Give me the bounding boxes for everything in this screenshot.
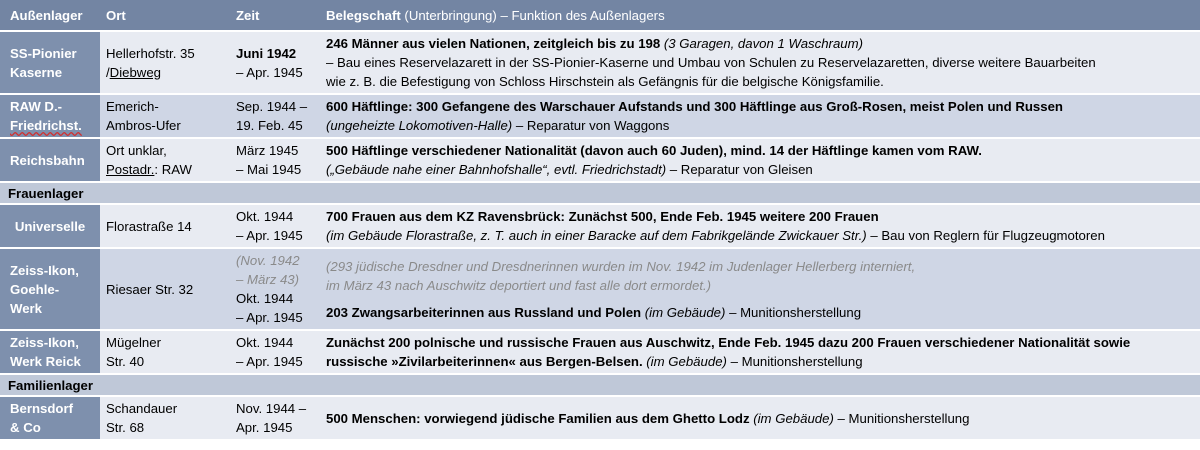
description-bold: 700 Frauen aus dem KZ Ravensbrück: Zunächst 500, Ende Feb. 1945 weitere 200 Frauen xyxy=(326,209,879,224)
description-cell xyxy=(320,31,1200,94)
table-row-goehle-werk xyxy=(0,248,1200,330)
description-italic: (ungeheizte Lokomotiven-Halle) xyxy=(326,118,513,133)
time-cell xyxy=(230,396,320,440)
location-cell xyxy=(100,138,230,182)
description-bold: russische »Zivilarbeiterinnen« aus Bergen-Belsen. xyxy=(326,354,643,369)
section-title: Frauenlager xyxy=(0,182,1200,204)
camp-name xyxy=(0,330,100,374)
description-rest: – Bau von Reglern für Flugzeugmotoren xyxy=(866,228,1105,243)
location-prefix: / xyxy=(106,64,110,80)
location-cell xyxy=(100,330,230,374)
time-end: Apr. 1945 xyxy=(236,420,293,435)
description-cell xyxy=(320,204,1200,248)
description-bold: 203 Zwangsarbeiterinnen aus Russland und Polen xyxy=(326,304,642,320)
time-start: Okt. 1944 xyxy=(236,209,294,224)
camp-name-line: Friedrichst. xyxy=(10,118,82,133)
location-cell: Riesaer Str. 32 xyxy=(100,248,230,330)
time-start: März 1945 xyxy=(236,143,299,158)
description-cell xyxy=(320,248,1200,330)
description-line: wie z. B. die Befestigung von Schloss Hirschstein als Gefängnis für die belgische Königsfamilie. xyxy=(326,74,884,89)
description-rest: – Munitionsherstellung xyxy=(725,304,862,320)
camp-name-line: Goehle- xyxy=(10,281,60,297)
header-belegschaft-rest: (Unterbringung) – Funktion des Außenlagers xyxy=(400,7,665,23)
time-start: Nov. 1944 – xyxy=(236,401,307,416)
description-bold: 500 Menschen: vorwiegend jüdische Familien aus dem Ghetto Lodz xyxy=(326,410,750,426)
description-earlier: im März 43 nach Auschwitz deportiert und fast alle dort ermordet.) xyxy=(326,277,712,293)
table-row-reichsbahn xyxy=(0,138,1200,182)
location-cell xyxy=(100,94,230,138)
camp-name-line: Zeiss-Ikon, xyxy=(10,262,79,278)
location-line: Str. 68 xyxy=(106,420,145,435)
time-earlier-end: – März 43) xyxy=(236,272,300,287)
table-row-werk-reick xyxy=(0,330,1200,374)
description-bold: 600 Häftlinge: 300 Gefangene des Warschauer Aufstands und 300 Häftlinge aus Groß-Rosen, meist Polen und Russen xyxy=(326,99,1063,114)
location-line-rest: : RAW xyxy=(154,162,192,177)
time-end: – Apr. 1945 xyxy=(236,354,303,369)
header-belegschaft xyxy=(320,0,1200,31)
location-line-underlined: Postadr. xyxy=(106,162,155,177)
time-cell xyxy=(230,31,320,94)
description-rest: – Munitionsherstellung xyxy=(726,354,863,369)
description-italic: (im Gebäude) xyxy=(749,410,834,426)
description-cell xyxy=(320,94,1200,138)
description-italic: (im Gebäude) xyxy=(642,354,727,369)
description-bold: 500 Häftlinge verschiedener Nationalität (davon auch 60 Juden), mind. 14 der Häftlinge kamen vom RAW. xyxy=(326,143,982,158)
header-belegschaft-bold: Belegschaft xyxy=(326,7,401,23)
time-end: – Mai 1945 xyxy=(236,162,302,177)
location-cell xyxy=(100,31,230,94)
description-italic: (im Gebäude) xyxy=(641,304,726,320)
camp-name: SS-Pionier Kaserne xyxy=(0,31,100,94)
camp-name: Reichsbahn xyxy=(0,138,100,182)
header-ort: Ort xyxy=(100,0,230,31)
camp-name-line: Bernsdorf xyxy=(10,401,74,416)
description-italic: (im Gebäude Florastraße, z. T. auch in einer Baracke auf dem Fabrikgelände Zwickauer Str.) xyxy=(326,228,867,243)
description-rest: – Reparatur von Waggons xyxy=(512,118,670,133)
description-cell xyxy=(320,396,1200,440)
camp-name: Universelle xyxy=(0,204,100,248)
time-start: Juni 1942 xyxy=(236,45,297,61)
time-cell xyxy=(230,204,320,248)
camp-name xyxy=(0,248,100,330)
table-row-bernsdorf xyxy=(0,396,1200,440)
time-end: – Apr. 1945 xyxy=(236,310,303,325)
description-rest: – Reparatur von Gleisen xyxy=(666,162,813,177)
location-cell: Florastraße 14 xyxy=(100,204,230,248)
location-line: Schandauer xyxy=(106,401,178,416)
description-earlier: (293 jüdische Dresdner und Dresdnerinnen wurden im Nov. 1942 im Judenlager Hellerberg interniert, xyxy=(326,258,916,274)
camp-name-line: RAW D.- xyxy=(10,99,63,114)
camp-name-line: & Co xyxy=(10,420,41,435)
description-italic: (3 Garagen, davon 1 Waschraum) xyxy=(660,36,863,51)
time-end: – Apr. 1945 xyxy=(236,228,303,243)
time-end: 19. Feb. 45 xyxy=(236,118,303,133)
section-row-frauenlager xyxy=(0,182,1200,204)
location-line: Emerich- xyxy=(106,99,159,114)
section-row-familienlager xyxy=(0,374,1200,396)
description-line: – Bau eines Reservelazarett in der SS-Pionier-Kaserne und Umbau von Schulen zu Reservelazaretten, diverse weitere Bauarbeiten xyxy=(326,55,1096,70)
camp-name-line: Werk Reick xyxy=(10,354,81,369)
camp-name xyxy=(0,94,100,138)
time-start: Okt. 1944 xyxy=(236,335,294,350)
table-row-raw xyxy=(0,94,1200,138)
header-zeit: Zeit xyxy=(230,0,320,31)
time-start: Sep. 1944 – xyxy=(236,99,308,114)
description-italic: („Gebäude nahe einer Bahnhofshalle“, evtl. Friedrichstadt) xyxy=(326,162,667,177)
location-line: Str. 40 xyxy=(106,354,145,369)
time-cell xyxy=(230,94,320,138)
description-cell xyxy=(320,138,1200,182)
table-row-ss-pionier xyxy=(0,31,1200,94)
location-line: Hellerhofstr. 35 xyxy=(106,45,195,61)
header-aussenlager: Außenlager xyxy=(0,0,100,31)
section-title: Familienlager xyxy=(0,374,1200,396)
time-cell xyxy=(230,330,320,374)
description-bold: Zunächst 200 polnische und russische Frauen aus Auschwitz, Ende Feb. 1945 dazu 200 Frauen verschiedener Nationalität sowie xyxy=(326,335,1131,350)
location-line: Mügelner xyxy=(106,335,161,350)
time-cell xyxy=(230,138,320,182)
time-earlier-start: (Nov. 1942 xyxy=(236,253,300,268)
camp-name xyxy=(0,396,100,440)
description-cell xyxy=(320,330,1200,374)
camp-name-line: Zeiss-Ikon, xyxy=(10,335,79,350)
description-rest: – Munitionsherstellung xyxy=(833,410,970,426)
description-bold: 246 Männer aus vielen Nationen, zeitgleich bis zu 198 xyxy=(326,36,661,51)
time-end: – Apr. 1945 xyxy=(236,64,303,80)
time-cell xyxy=(230,248,320,330)
table-header-row xyxy=(0,0,1200,31)
location-line: Ambros-Ufer xyxy=(106,118,181,133)
camp-name-line: Werk xyxy=(10,300,43,316)
location-line: Ort unklar, xyxy=(106,143,167,158)
time-start: Okt. 1944 xyxy=(236,291,294,306)
location-line-underlined: Diebweg xyxy=(109,64,161,80)
table-row-universelle xyxy=(0,204,1200,248)
location-cell xyxy=(100,396,230,440)
